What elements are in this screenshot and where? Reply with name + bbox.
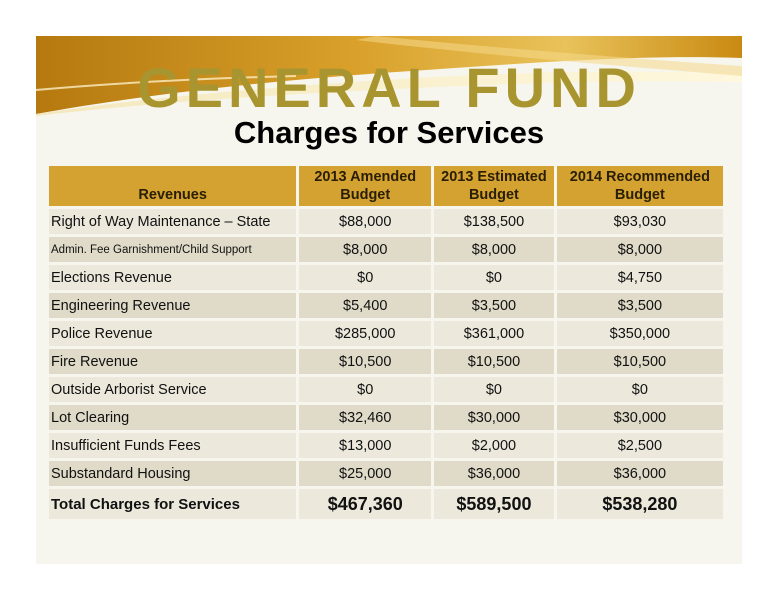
cell-2013-estimated: $138,500 <box>434 209 554 234</box>
cell-2013-amended: $10,500 <box>299 349 431 374</box>
cell-2013-amended: $8,000 <box>299 237 431 262</box>
row-label: Police Revenue <box>49 321 296 346</box>
row-label: Lot Clearing <box>49 405 296 430</box>
total-label: Total Charges for Services <box>49 489 296 519</box>
page-subtitle: Charges for Services <box>233 115 545 150</box>
column-header-2014-recommended: 2014 Recommended Budget <box>557 166 723 206</box>
cell-2014-recommended: $8,000 <box>557 237 723 262</box>
budget-table <box>46 163 726 522</box>
row-label: Fire Revenue <box>49 349 296 374</box>
cell-2013-amended: $285,000 <box>299 321 431 346</box>
row-label: Right of Way Maintenance – State <box>49 209 296 234</box>
cell-2014-recommended: $350,000 <box>557 321 723 346</box>
total-2014-recommended: $538,280 <box>557 489 723 519</box>
cell-2014-recommended: $30,000 <box>557 405 723 430</box>
cell-2014-recommended: $10,500 <box>557 349 723 374</box>
table-row <box>49 405 723 430</box>
cell-2013-amended: $32,460 <box>299 405 431 430</box>
total-row <box>49 489 723 519</box>
table-row <box>49 321 723 346</box>
row-label: Substandard Housing <box>49 461 296 486</box>
row-label: Outside Arborist Service <box>49 377 296 402</box>
cell-2013-amended: $0 <box>299 265 431 290</box>
cell-2013-estimated: $8,000 <box>434 237 554 262</box>
slide-panel <box>36 36 742 564</box>
total-2013-amended: $467,360 <box>299 489 431 519</box>
table-row <box>49 209 723 234</box>
page-title: GENERAL FUND <box>137 56 641 119</box>
cell-2014-recommended: $36,000 <box>557 461 723 486</box>
cell-2013-estimated: $10,500 <box>434 349 554 374</box>
column-header-2013-estimated: 2013 Estimated Budget <box>434 166 554 206</box>
table-row <box>49 377 723 402</box>
cell-2014-recommended: $93,030 <box>557 209 723 234</box>
cell-2013-estimated: $2,000 <box>434 433 554 458</box>
cell-2013-amended: $0 <box>299 377 431 402</box>
cell-2013-amended: $5,400 <box>299 293 431 318</box>
cell-2014-recommended: $2,500 <box>557 433 723 458</box>
cell-2013-amended: $13,000 <box>299 433 431 458</box>
table-row <box>49 433 723 458</box>
table-row <box>49 461 723 486</box>
cell-2014-recommended: $0 <box>557 377 723 402</box>
table-row <box>49 293 723 318</box>
row-label: Insufficient Funds Fees <box>49 433 296 458</box>
cell-2013-amended: $88,000 <box>299 209 431 234</box>
cell-2013-estimated: $3,500 <box>434 293 554 318</box>
column-header-revenues: Revenues <box>49 166 296 206</box>
table-row <box>49 265 723 290</box>
cell-2013-estimated: $0 <box>434 377 554 402</box>
column-header-2013-amended: 2013 Amended Budget <box>299 166 431 206</box>
table-header-row <box>49 166 723 206</box>
cell-2014-recommended: $4,750 <box>557 265 723 290</box>
cell-2013-estimated: $30,000 <box>434 405 554 430</box>
table-row <box>49 237 723 262</box>
row-label: Engineering Revenue <box>49 293 296 318</box>
row-label: Admin. Fee Garnishment/Child Support <box>49 237 296 262</box>
row-label: Elections Revenue <box>49 265 296 290</box>
cell-2014-recommended: $3,500 <box>557 293 723 318</box>
cell-2013-estimated: $361,000 <box>434 321 554 346</box>
cell-2013-estimated: $0 <box>434 265 554 290</box>
total-2013-estimated: $589,500 <box>434 489 554 519</box>
cell-2013-estimated: $36,000 <box>434 461 554 486</box>
cell-2013-amended: $25,000 <box>299 461 431 486</box>
table-row <box>49 349 723 374</box>
